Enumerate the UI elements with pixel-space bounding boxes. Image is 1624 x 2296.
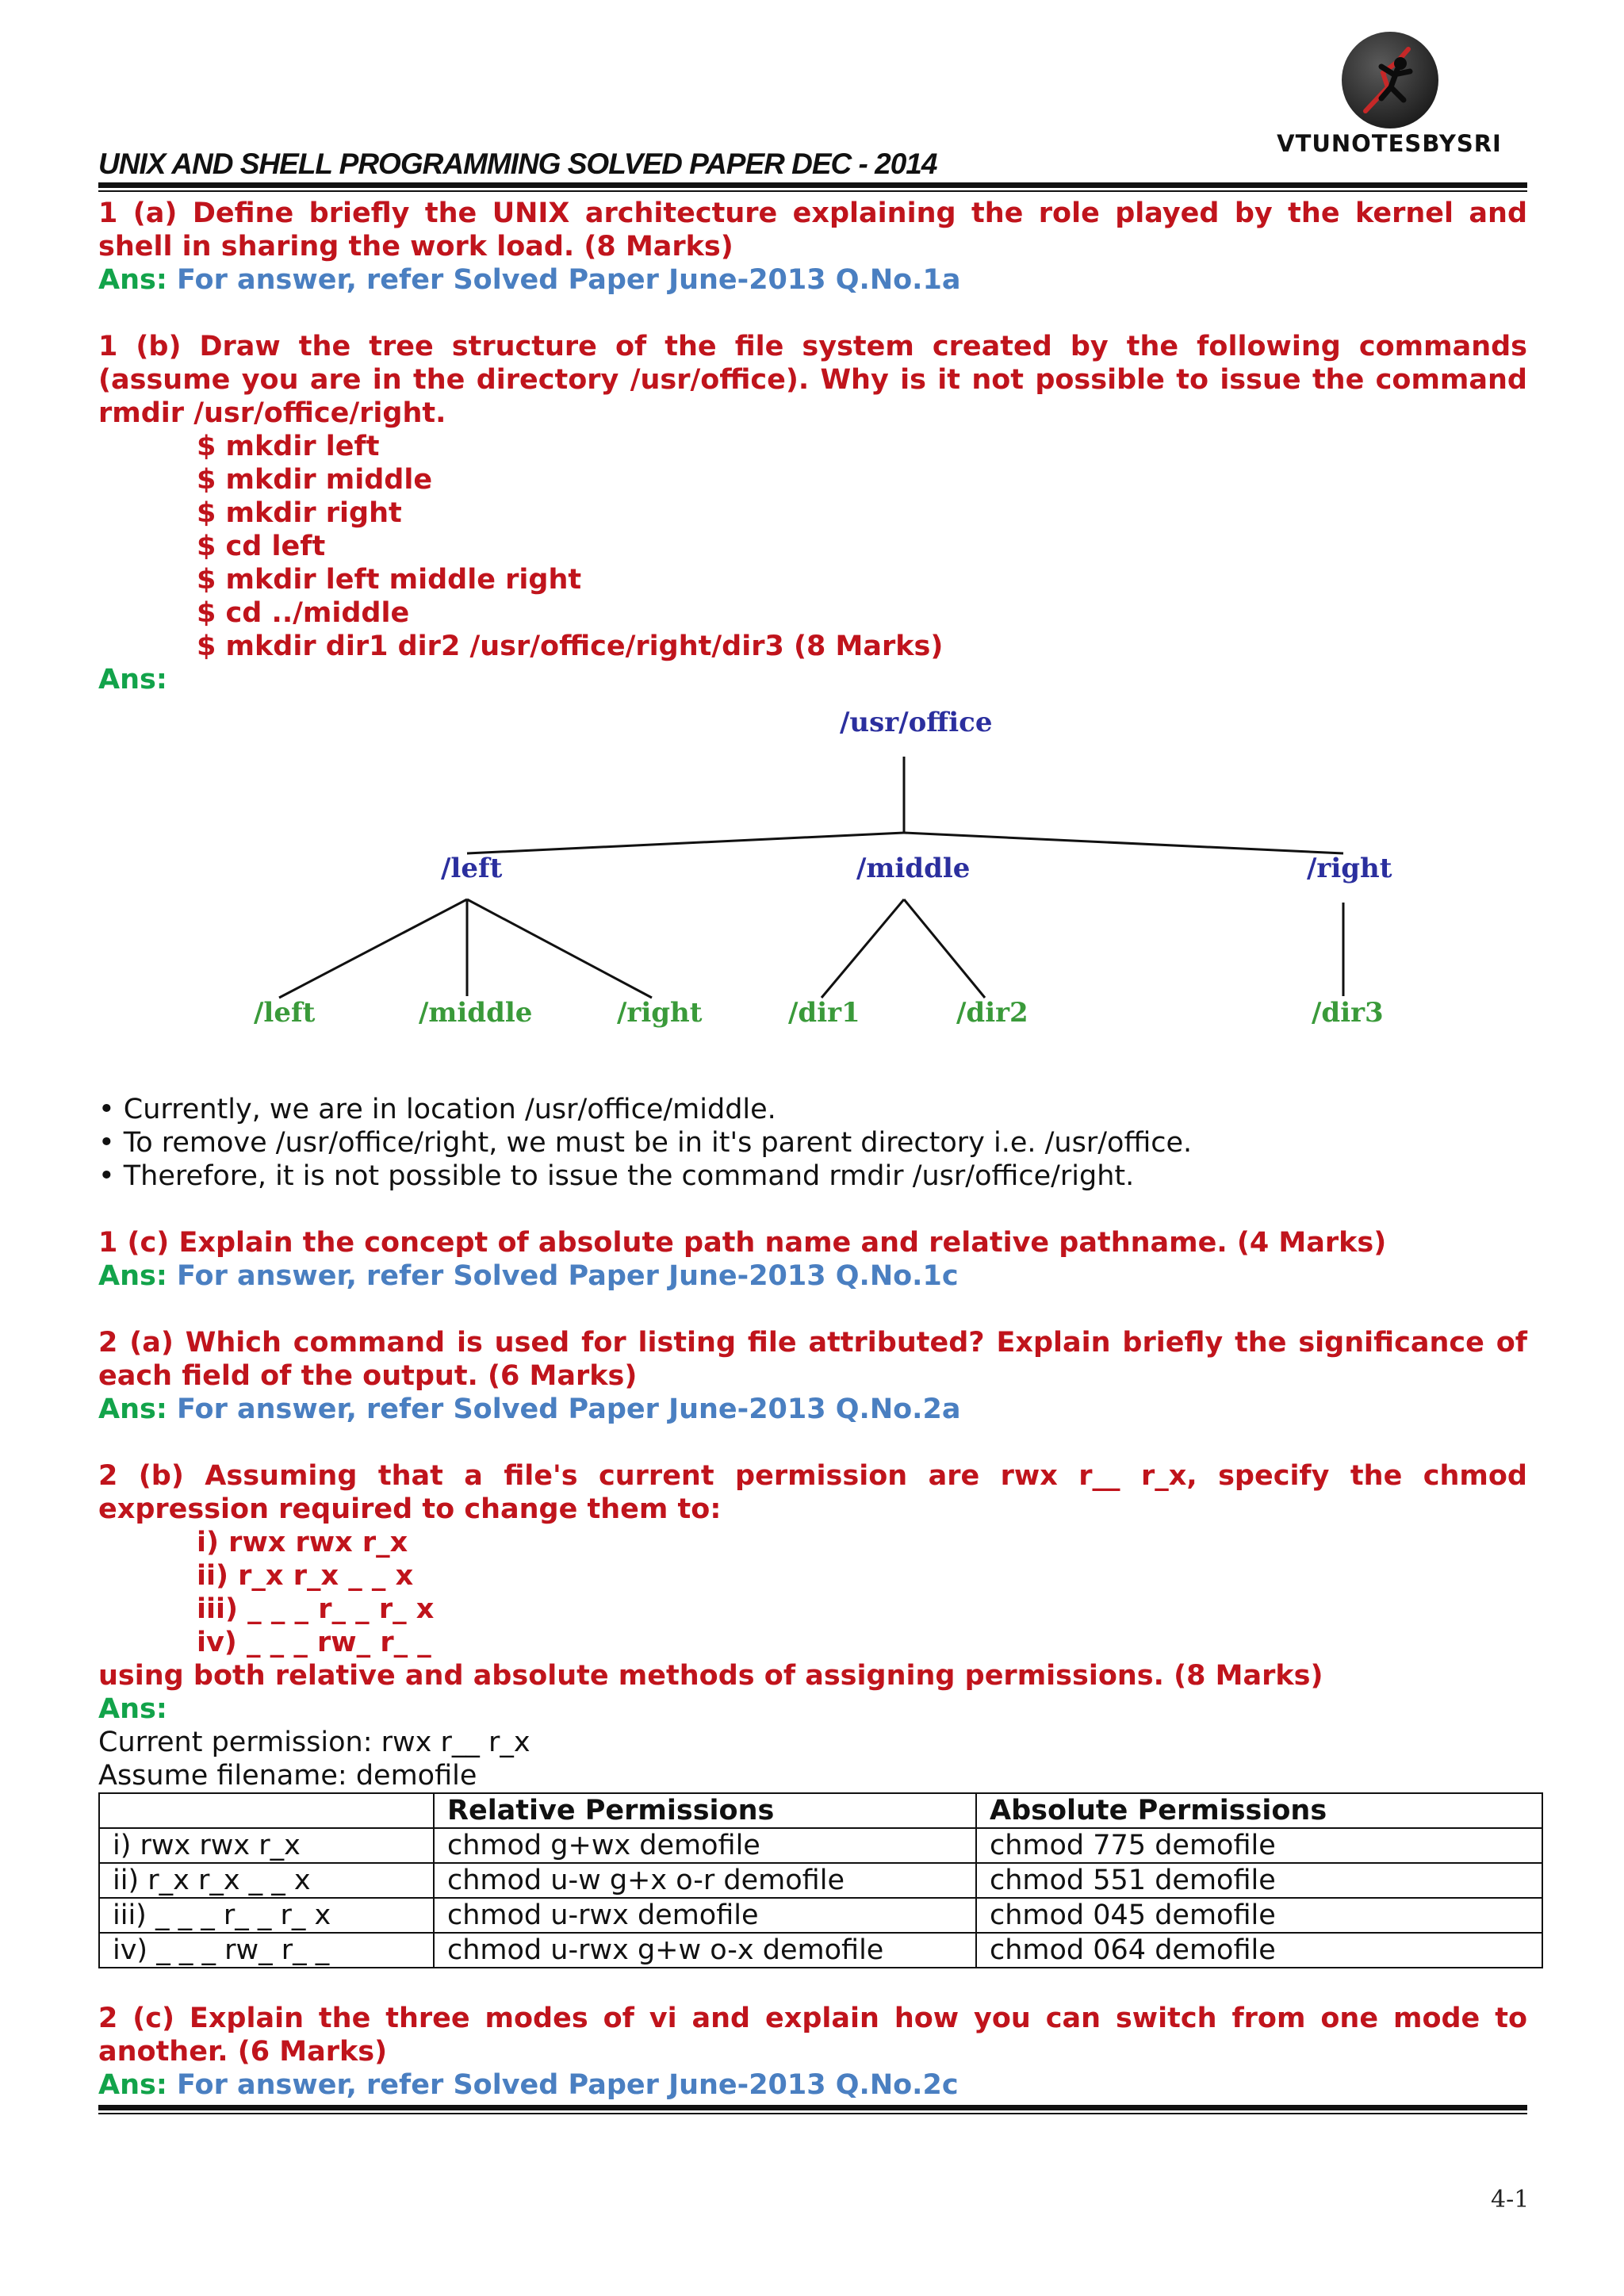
answer-label: Ans: (98, 2069, 167, 2101)
assumed-filename: Assume filename: demofile (98, 1760, 477, 1792)
document-title: UNIX AND SHELL PROGRAMMING SOLVED PAPER DEC - 2014 (98, 148, 937, 180)
tree-node-middle: /middle (856, 853, 971, 884)
tree-edge (467, 833, 904, 853)
footer-rule-thin (98, 2113, 1527, 2114)
table-cell: chmod 064 demofile (976, 1933, 1542, 1968)
question-2c: 2 (c) Explain the three modes of vi and explain how you can switch from one mode to another. (6 Marks) (98, 2003, 1527, 2068)
table-cell: chmod u-w g+x o-r demofile (434, 1863, 976, 1898)
question-2a: 2 (a) Which command is used for listing file attributed? Explain briefly the significance of each field of the output. (6 Marks) (98, 1327, 1527, 1392)
bullet-item: • Currently, we are in location /usr/office/middle. (98, 1094, 776, 1125)
table-row (99, 1898, 1542, 1933)
tree-edge (904, 833, 1343, 853)
command-line: $ cd left (197, 531, 326, 562)
answer-2c (98, 2068, 1527, 2102)
table-cell: chmod u-rwx g+w o-x demofile (434, 1933, 976, 1968)
answer-1a (98, 263, 1527, 297)
table-header-row (99, 1793, 1542, 1828)
document-body (98, 197, 1527, 2102)
answer-2b (98, 1692, 1527, 1726)
footer-rule (98, 2105, 1527, 2110)
tree-node-left-middle: /middle (419, 997, 533, 1029)
table-cell: ii) r_x r_x _ _ x (99, 1863, 434, 1898)
bullet-item: • Therefore, it is not possible to issue the command rmdir /usr/office/right. (98, 1160, 1135, 1192)
question-1a: 1 (a) Define briefly the UNIX architecture explaining the role played by the kernel and shell in sharing the work load. (8 Marks) (98, 197, 1527, 263)
command-line: $ mkdir right (197, 497, 402, 529)
table-cell: chmod g+wx demofile (434, 1828, 976, 1863)
tree-node-dir3: /dir3 (1312, 997, 1384, 1029)
table-cell: iv) _ _ _ rw_ r_ _ (99, 1933, 434, 1968)
answer-label: Ans: (98, 1393, 167, 1425)
tree-node-left-left: /left (254, 997, 316, 1029)
permission-table (98, 1792, 1543, 1968)
answer-reference: For answer, refer Solved Paper June-2013 Q.No.1a (177, 264, 961, 296)
tree-edge (904, 899, 985, 998)
tree-node-dir2: /dir2 (956, 997, 1028, 1029)
answer-label: Ans: (98, 664, 167, 696)
answer-label: Ans: (98, 1693, 167, 1725)
answer-label: Ans: (98, 1260, 167, 1292)
tree-edges (98, 696, 1527, 1093)
tree-node-root: /usr/office (840, 707, 993, 738)
command-line: $ mkdir dir1 dir2 /usr/office/right/dir3 (8 Marks) (197, 631, 944, 662)
tree-node-left-right: /right (617, 997, 703, 1029)
table-header (99, 1793, 434, 1828)
tree-edge (467, 899, 652, 998)
command-line: $ cd ../middle (197, 597, 410, 629)
question-2b-tail: using both relative and absolute methods of assigning permissions. (8 Marks) (98, 1660, 1323, 1692)
answer-reference: For answer, refer Solved Paper June-2013 Q.No.2c (177, 2069, 959, 2101)
header-rule (98, 182, 1527, 188)
table-row (99, 1863, 1542, 1898)
page-number: 4-1 (1491, 2186, 1530, 2214)
tree-node-right: /right (1307, 853, 1392, 884)
permission-option: iv) _ _ _ rw_ r_ _ (197, 1627, 431, 1658)
climber-icon (1342, 32, 1438, 128)
table-cell: i) rwx rwx r_x (99, 1828, 434, 1863)
permission-option: i) rwx rwx r_x (197, 1527, 408, 1558)
current-permission: Current permission: rwx r__ r_x (98, 1727, 530, 1758)
answer-1b (98, 663, 1527, 696)
bullet-item: • To remove /usr/office/right, we must be in it's parent directory i.e. /usr/office. (98, 1127, 1193, 1159)
header-rule-thin (98, 190, 1527, 192)
question-1b: 1 (b) Draw the tree structure of the file system created by the following commands (assume you are in the directory /usr/office). Why is it not possible to issue the command rmdir /usr/office/right. (98, 331, 1527, 429)
directory-tree-diagram (98, 696, 1527, 1093)
table-row (99, 1933, 1542, 1968)
brand-name: VTUNOTESBYSRI (1277, 130, 1502, 157)
answer-1c (98, 1259, 1527, 1293)
answer-2a (98, 1393, 1527, 1426)
tree-node-dir1: /dir1 (788, 997, 860, 1029)
answer-label: Ans: (98, 264, 167, 296)
tree-edge (822, 899, 904, 998)
permission-option: iii) _ _ _ r_ _ r_ x (197, 1593, 435, 1625)
table-header: Relative Permissions (434, 1793, 976, 1828)
tree-edge (279, 899, 467, 998)
tree-node-left: /left (441, 853, 503, 884)
question-1c: 1 (c) Explain the concept of absolute path name and relative pathname. (4 Marks) (98, 1227, 1387, 1259)
brand-logo (1342, 32, 1438, 128)
table-row (99, 1828, 1542, 1863)
table-header: Absolute Permissions (976, 1793, 1542, 1828)
table-cell: chmod 551 demofile (976, 1863, 1542, 1898)
table-cell: chmod 775 demofile (976, 1828, 1542, 1863)
command-line: $ mkdir left (197, 431, 380, 462)
command-line: $ mkdir left middle right (197, 564, 582, 596)
answer-reference: For answer, refer Solved Paper June-2013 Q.No.1c (177, 1260, 959, 1292)
command-line: $ mkdir middle (197, 464, 433, 496)
table-cell: chmod 045 demofile (976, 1898, 1542, 1933)
answer-reference: For answer, refer Solved Paper June-2013 Q.No.2a (177, 1393, 961, 1425)
question-2b: 2 (b) Assuming that a file's current permission are rwx r__ r_x, specify the chmod expression required to change them to: (98, 1460, 1527, 1525)
table-cell: chmod u-rwx demofile (434, 1898, 976, 1933)
table-cell: iii) _ _ _ r_ _ r_ x (99, 1898, 434, 1933)
permission-option: ii) r_x r_x _ _ x (197, 1560, 414, 1592)
